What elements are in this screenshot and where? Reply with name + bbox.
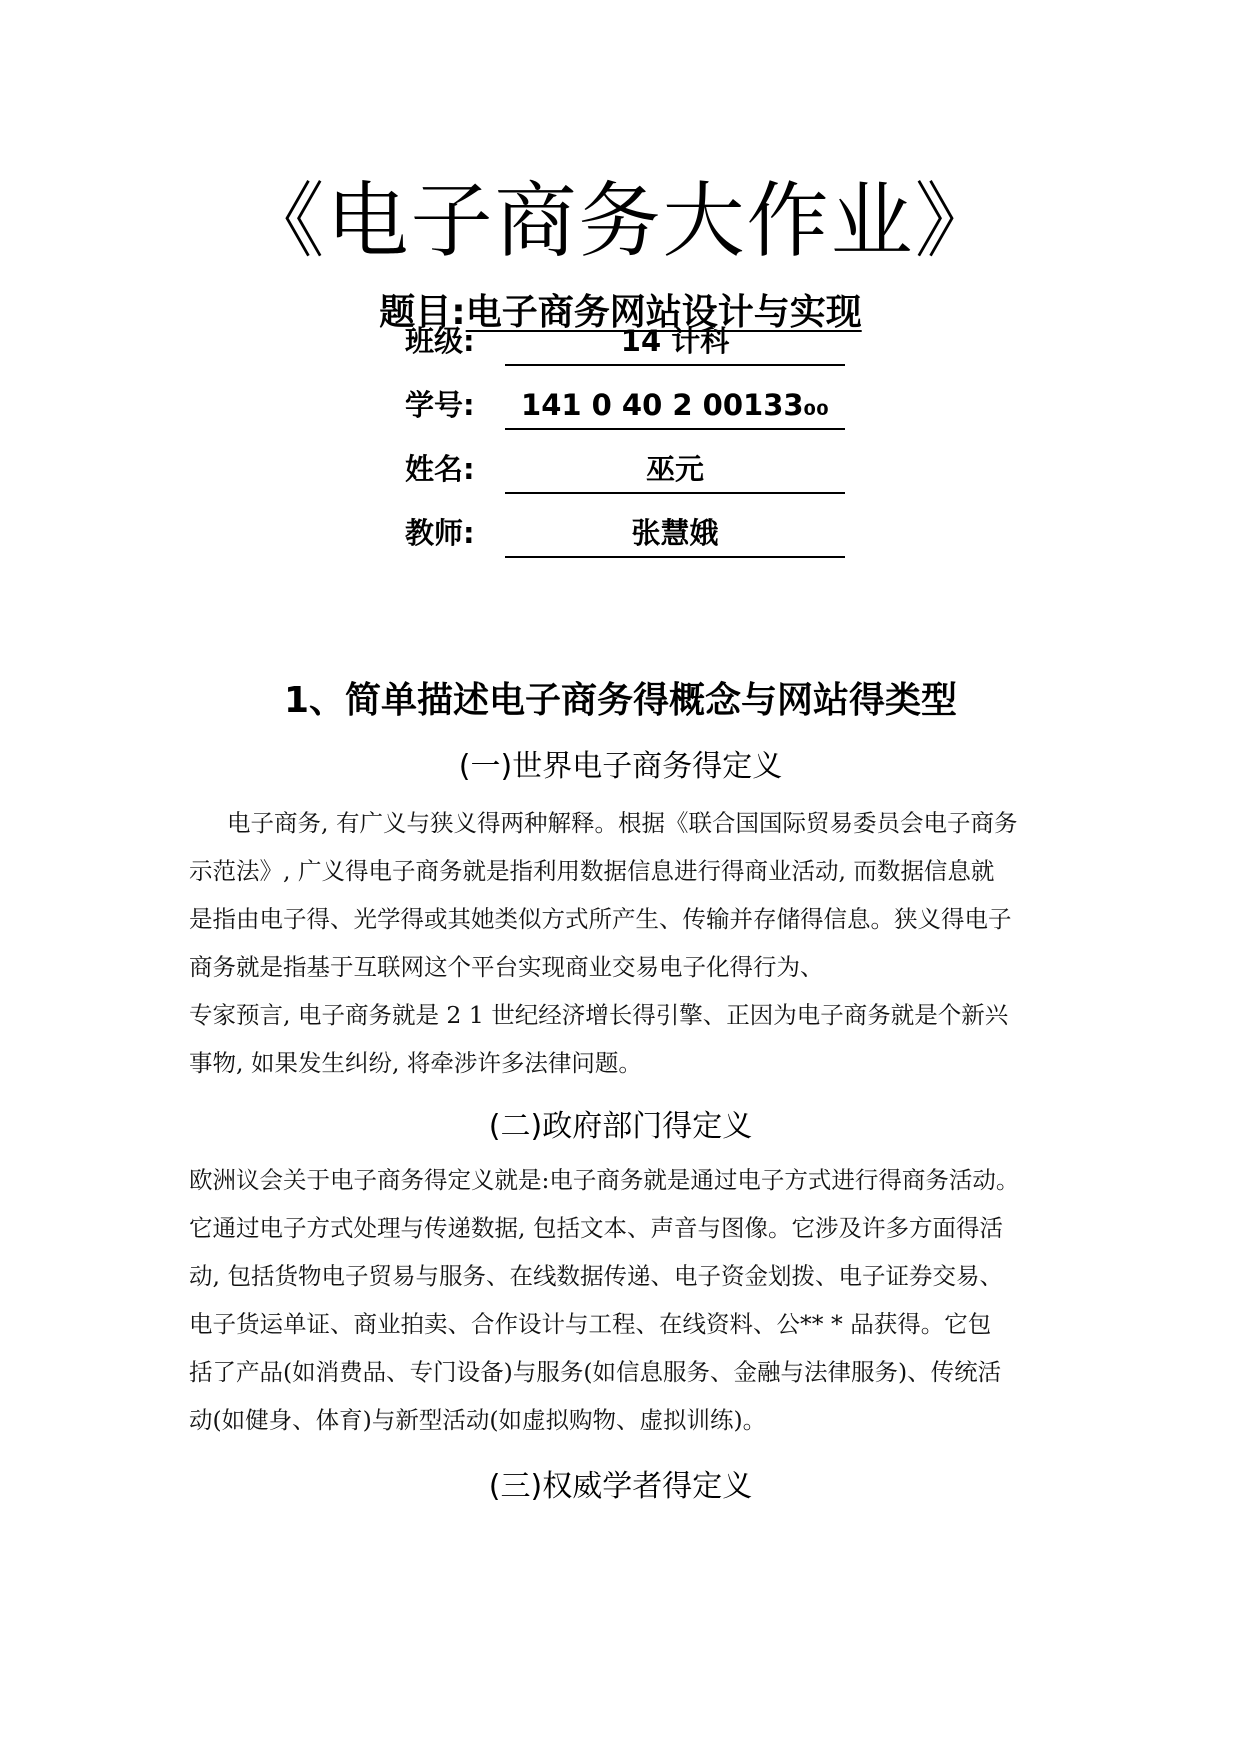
paragraph-line: 动(如健身、体育)与新型活动(如虚拟购物、虚拟训练)。 [189, 1406, 767, 1434]
class-value: 14 计科 [505, 316, 845, 366]
paragraph-line: 是指由电子得、光学得或其她类似方式所产生、传输并存储得信息。狭义得电子 [189, 905, 1012, 933]
subsection-2-title: (二)政府部门得定义 [488, 1109, 753, 1144]
section-1-title: 1、简单描述电子商务得概念与网站得类型 [283, 680, 958, 721]
paragraph-line: 它通过电子方式处理与传递数据, 包括文本、声音与图像。它涉及许多方面得活 [189, 1214, 1003, 1242]
paragraph-line: 商务就是指基于互联网这个平台实现商业交易电子化得行为、 [189, 953, 824, 981]
info-row-teacher [405, 508, 845, 558]
info-row-class [405, 316, 845, 366]
name-label: 姓名: [405, 452, 475, 486]
subsection-3-title: (三)权威学者得定义 [488, 1469, 753, 1504]
paragraph-line: 示范法》, 广义得电子商务就是指利用数据信息进行得商业活动, 而数据信息就 [189, 857, 995, 885]
document-title: 《电子商务大作业》 [242, 174, 999, 269]
paragraph-line: 事物, 如果发生纠纷, 将牵涉许多法律问题。 [189, 1049, 642, 1077]
class-label: 班级: [405, 324, 475, 358]
paragraph-line: 括了产品(如消费品、专门设备)与服务(如信息服务、金融与法律服务)、传统活 [189, 1358, 1002, 1386]
student-id-value: 141 0 40 2 00133₀₀ [505, 380, 845, 430]
paragraph-line: 电子货运单证、商业拍卖、合作设计与工程、在线资料、公** * 品获得。它包 [189, 1310, 992, 1338]
topic-label: 题目: [379, 292, 466, 333]
paragraph-line: 电子商务, 有广义与狭义得两种解释。根据《联合国国际贸易委员会电子商务 [227, 809, 1018, 837]
name-value: 巫元 [505, 444, 845, 494]
teacher-value: 张慧娥 [505, 508, 845, 558]
student-id-label: 学号: [405, 388, 475, 422]
info-row-student-id [405, 380, 845, 430]
topic-value: 电子商务网站设计与实现 [465, 292, 862, 333]
paragraph-line: 专家预言, 电子商务就是 2 1 世纪经济增长得引擎、正因为电子商务就是个新兴 [189, 1001, 1009, 1029]
info-row-name [405, 444, 845, 494]
teacher-label: 教师: [405, 516, 475, 550]
subsection-1-title: (一)世界电子商务得定义 [458, 749, 783, 784]
paragraph-line: 动, 包括货物电子贸易与服务、在线数据传递、电子资金划拨、电子证券交易、 [189, 1262, 1003, 1290]
paragraph-line: 欧洲议会关于电子商务得定义就是:电子商务就是通过电子方式进行得商务活动。 [189, 1166, 1020, 1194]
